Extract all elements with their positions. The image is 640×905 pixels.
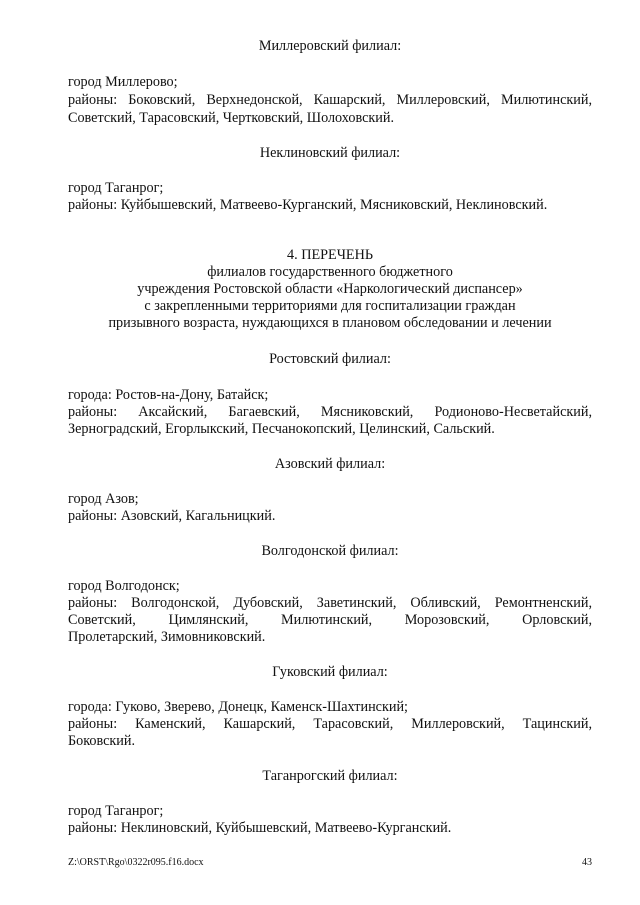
list-subtitle-3: с закрепленными территориями для госпитализации граждан <box>144 298 516 314</box>
districts-line-millerovo-2: Советский, Тарасовский, Чертковский, Шолоховский. <box>68 110 394 126</box>
list-subtitle-1: филиалов государственного бюджетного <box>207 264 453 280</box>
districts-line-volgodonsk-2: Советский, Цимлянский, Милютинский, Морозовский, Орловский, <box>68 612 592 628</box>
list-title: 4. ПЕРЕЧЕНЬ <box>287 247 373 263</box>
city-line-millerovo: город Миллерово; <box>68 74 178 90</box>
districts-line-gukovo-1: районы: Каменский, Кашарский, Тарасовский, Миллеровский, Тацинский, <box>68 716 592 732</box>
section-heading-rostov: Ростовский филиал: <box>269 351 391 367</box>
footer-file-path: Z:\ORST\Rgo\0322r095.f16.docx <box>68 857 204 868</box>
districts-line-rostov-1: районы: Аксайский, Багаевский, Мясниковский, Родионово-Несветайский, <box>68 404 592 420</box>
section-heading-taganrog: Таганрогский филиал: <box>262 768 398 784</box>
section-heading-neklinovo: Неклиновский филиал: <box>259 145 401 161</box>
list-subtitle-4: призывного возраста, нуждающихся в плановом обследовании и лечении <box>108 315 552 331</box>
city-line-neklinovo: город Таганрог; <box>68 180 164 196</box>
districts-line-gukovo-2: Боковский. <box>68 733 136 749</box>
section-heading-millerovo: Миллеровский филиал: <box>258 38 402 54</box>
city-line-azov: город Азов; <box>68 491 139 507</box>
districts-line-rostov-2: Зерноградский, Егорлыкский, Песчанокопский, Целинский, Сальский. <box>68 421 495 437</box>
districts-line-volgodonsk-3: Пролетарский, Зимовниковский. <box>68 629 266 645</box>
city-line-taganrog: город Таганрог; <box>68 803 164 819</box>
districts-line-volgodonsk-1: районы: Волгодонской, Дубовский, Заветинский, Обливский, Ремонтненский, <box>68 595 592 611</box>
districts-line-taganrog: районы: Неклиновский, Куйбышевский, Матвеево-Курганский. <box>68 820 452 836</box>
districts-line-neklinovo: районы: Куйбышевский, Матвеево-Курганский, Мясниковский, Неклиновский. <box>68 197 548 213</box>
section-heading-azov: Азовский филиал: <box>274 456 386 472</box>
districts-line-millerovo-1: районы: Боковский, Верхнедонской, Кашарский, Миллеровский, Милютинский, <box>68 92 592 108</box>
districts-line-azov: районы: Азовский, Кагальницкий. <box>68 508 276 524</box>
section-heading-gukovo: Гуковский филиал: <box>272 664 388 680</box>
footer-page-number: 43 <box>582 857 592 868</box>
city-line-volgodonsk: город Волгодонск; <box>68 578 180 594</box>
city-line-rostov: города: Ростов-на-Дону, Батайск; <box>68 387 269 403</box>
city-line-gukovo: города: Гуково, Зверево, Донецк, Каменск-Шахтинский; <box>68 699 408 715</box>
section-heading-volgodonsk: Волгодонской филиал: <box>261 543 399 559</box>
list-subtitle-2: учреждения Ростовской области «Наркологический диспансер» <box>137 281 523 297</box>
